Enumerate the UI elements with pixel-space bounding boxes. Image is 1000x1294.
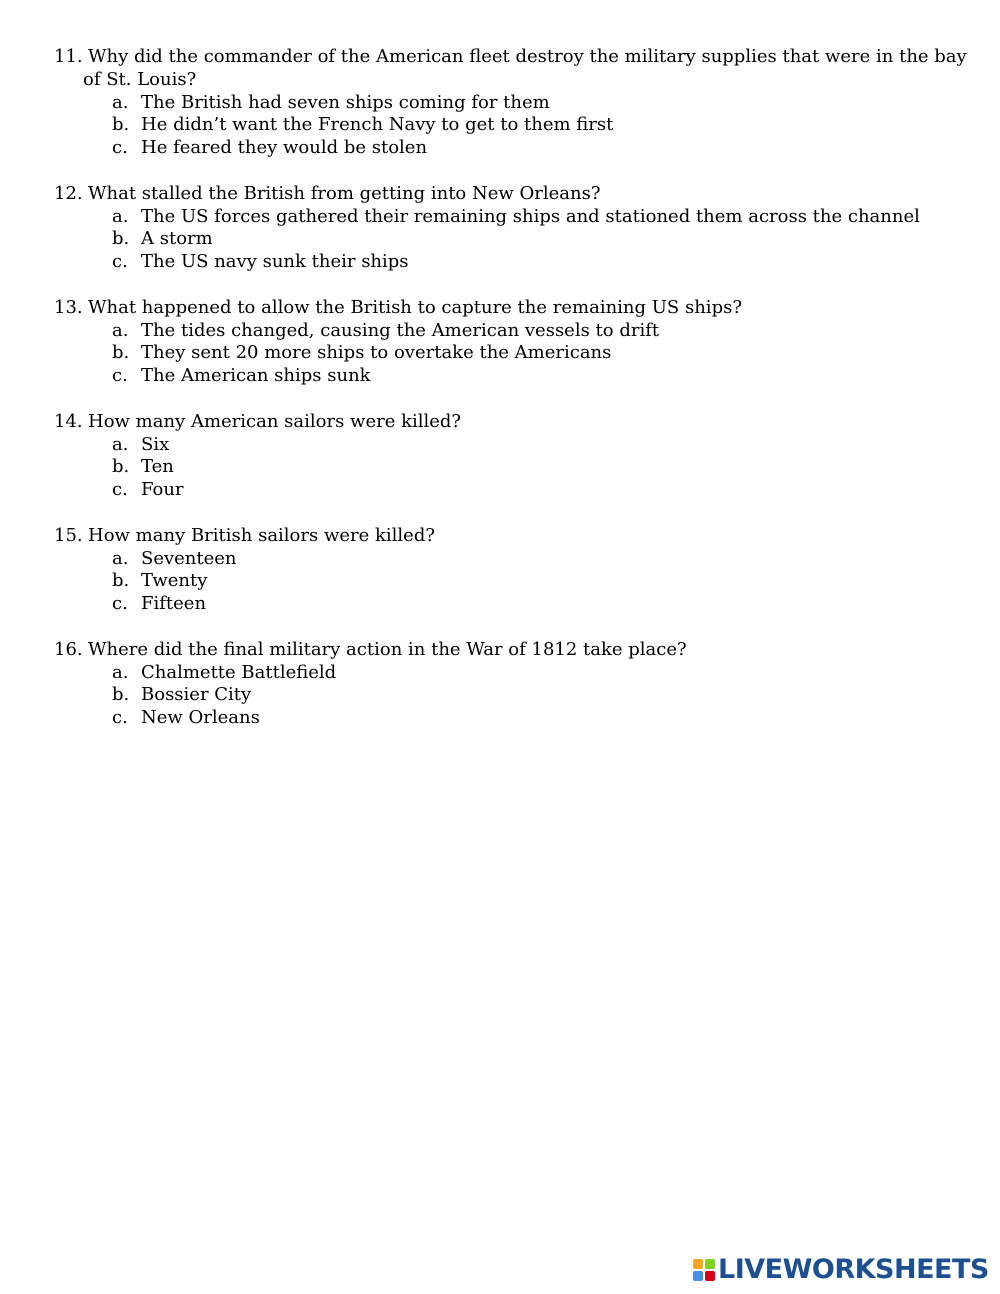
option-text: A storm xyxy=(141,228,213,250)
option-text: Six xyxy=(141,433,170,455)
option-letter: b. xyxy=(112,684,130,706)
option-text: The US navy sunk their ships xyxy=(141,251,409,273)
option-c[interactable] xyxy=(0,707,1000,730)
option-text: Twenty xyxy=(141,570,208,592)
question-16 xyxy=(0,639,1000,730)
question-number: 11. xyxy=(54,46,83,67)
question-text: How many British sailors were killed? xyxy=(88,524,436,546)
question-text: Why did the commander of the American fleet destroy the military supplies that were in the bay of St. Louis? xyxy=(83,46,967,90)
logo-text: LIVEWORKSHEETS xyxy=(718,1254,989,1285)
option-text: He didn’t want the French Navy to get to them first xyxy=(141,114,614,136)
option-text: Chalmette Battlefield xyxy=(141,661,337,683)
option-a[interactable] xyxy=(0,434,1000,457)
option-c[interactable] xyxy=(0,479,1000,502)
liveworksheets-mark-icon xyxy=(693,1259,715,1281)
option-letter: c. xyxy=(112,137,128,159)
question-stem xyxy=(0,297,1000,320)
question-13 xyxy=(0,297,1000,388)
option-text: Ten xyxy=(141,456,174,478)
worksheet xyxy=(0,46,1000,753)
mark-square xyxy=(705,1271,715,1281)
mark-square xyxy=(705,1259,715,1269)
option-a[interactable] xyxy=(0,92,1000,115)
option-text: They sent 20 more ships to overtake the Americans xyxy=(141,342,612,364)
option-text: The American ships sunk xyxy=(141,365,371,387)
option-text: The British had seven ships coming for them xyxy=(141,91,550,113)
question-stem xyxy=(0,525,1000,548)
option-c[interactable] xyxy=(0,137,1000,160)
option-text: Four xyxy=(141,479,184,501)
question-text: What happened to allow the British to capture the remaining US ships? xyxy=(88,296,742,318)
option-letter: a. xyxy=(112,661,129,683)
question-stem xyxy=(0,46,1000,92)
option-list xyxy=(0,92,1000,160)
question-14 xyxy=(0,411,1000,502)
option-letter: a. xyxy=(112,205,129,227)
option-b[interactable] xyxy=(0,114,1000,137)
option-text: Seventeen xyxy=(141,547,237,569)
question-stem xyxy=(0,411,1000,434)
option-letter: b. xyxy=(112,114,130,136)
question-text: How many American sailors were killed? xyxy=(88,410,462,432)
option-letter: b. xyxy=(112,342,130,364)
option-letter: c. xyxy=(112,593,128,615)
mark-square xyxy=(693,1271,703,1281)
option-letter: b. xyxy=(112,570,130,592)
mark-square xyxy=(693,1259,703,1269)
option-a[interactable] xyxy=(0,320,1000,343)
option-letter: c. xyxy=(112,365,128,387)
option-list xyxy=(0,548,1000,616)
option-text: He feared they would be stolen xyxy=(141,137,428,159)
option-list xyxy=(0,662,1000,730)
option-c[interactable] xyxy=(0,365,1000,388)
option-text: New Orleans xyxy=(141,707,260,729)
question-number: 16. xyxy=(54,638,83,660)
option-b[interactable] xyxy=(0,684,1000,707)
option-c[interactable] xyxy=(0,593,1000,616)
option-b[interactable] xyxy=(0,342,1000,365)
option-letter: c. xyxy=(112,251,128,273)
option-list xyxy=(0,206,1000,274)
option-text: The tides changed, causing the American vessels to drift xyxy=(141,319,660,341)
option-letter: a. xyxy=(112,91,129,113)
option-c[interactable] xyxy=(0,251,1000,274)
question-12 xyxy=(0,183,1000,274)
option-letter: a. xyxy=(112,547,129,569)
question-text: What stalled the British from getting into New Orleans? xyxy=(88,182,601,204)
question-15 xyxy=(0,525,1000,616)
question-number: 12. xyxy=(54,182,83,204)
question-number: 13. xyxy=(54,296,83,318)
option-letter: a. xyxy=(112,433,129,455)
question-number: 15. xyxy=(54,524,83,546)
option-text: Bossier City xyxy=(141,684,252,706)
option-letter: c. xyxy=(112,707,128,729)
option-b[interactable] xyxy=(0,570,1000,593)
option-b[interactable] xyxy=(0,228,1000,251)
option-b[interactable] xyxy=(0,456,1000,479)
option-letter: c. xyxy=(112,479,128,501)
option-text: Fifteen xyxy=(141,593,207,615)
question-text: Where did the final military action in the War of 1812 take place? xyxy=(88,638,687,660)
question-stem xyxy=(0,183,1000,206)
option-list xyxy=(0,434,1000,502)
option-text: The US forces gathered their remaining ships and stationed them across the channel xyxy=(141,205,920,227)
question-stem xyxy=(0,639,1000,662)
option-a[interactable] xyxy=(0,548,1000,571)
option-letter: b. xyxy=(112,228,130,250)
option-letter: b. xyxy=(112,456,130,478)
option-letter: a. xyxy=(112,319,129,341)
option-list xyxy=(0,320,1000,388)
option-a[interactable] xyxy=(0,662,1000,685)
liveworksheets-logo[interactable] xyxy=(693,1256,989,1284)
question-number: 14. xyxy=(54,410,83,432)
option-a[interactable] xyxy=(0,206,1000,229)
question-11 xyxy=(0,46,1000,160)
